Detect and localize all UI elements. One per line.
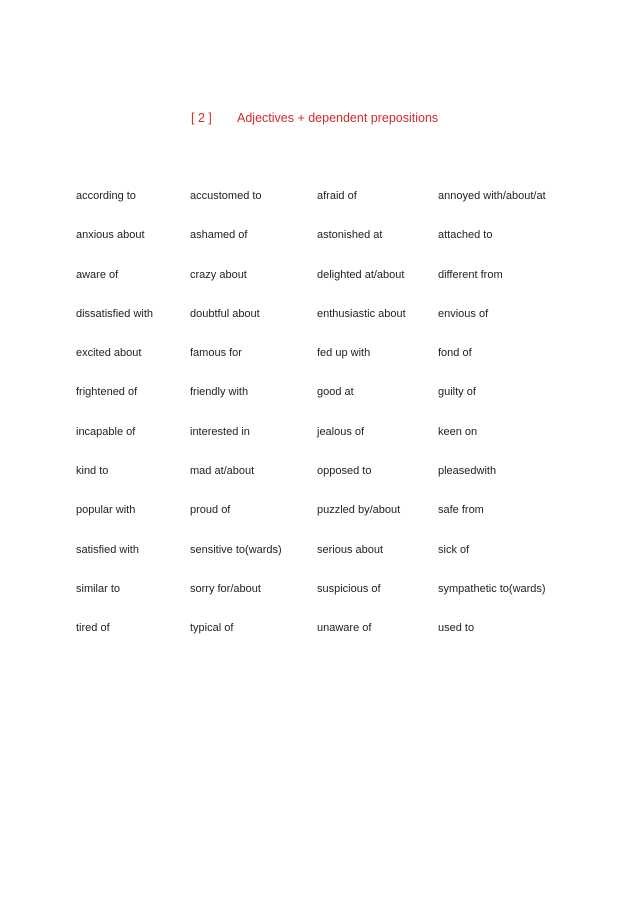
table-row (76, 425, 558, 464)
table-row (76, 228, 558, 267)
table-cell: good at (317, 386, 354, 399)
table-cell: jealous of (317, 425, 365, 438)
table-cell: popular with (76, 504, 136, 517)
table-cell: similar to (76, 582, 121, 595)
table-cell: frightened of (76, 386, 138, 399)
section-title: Adjectives + dependent prepositions (237, 111, 439, 125)
table-cell: excited about (76, 347, 142, 360)
table-cell: enthusiastic about (317, 307, 406, 320)
table-row (76, 385, 558, 424)
table-row (76, 464, 558, 503)
table-cell: tired of (76, 622, 110, 635)
table-cell: sympathetic to(wards) (438, 582, 546, 595)
table-cell: typical of (190, 622, 234, 635)
table-cell: suspicious of (317, 582, 381, 595)
table-cell: unaware of (317, 622, 372, 635)
table-cell: attached to (438, 229, 493, 242)
table-row (76, 543, 558, 582)
table-cell: anxious about (76, 229, 145, 242)
table-cell: puzzled by/about (317, 504, 401, 517)
table-cell: fed up with (317, 347, 371, 360)
table-cell: proud of (190, 504, 231, 517)
adjective-preposition-table (76, 189, 558, 661)
table-cell: according to (76, 190, 136, 202)
table-row (76, 503, 558, 542)
table-cell: friendly with (190, 386, 249, 399)
table-cell: famous for (190, 347, 242, 360)
table-cell: used to (438, 622, 475, 635)
table-cell: sick of (438, 543, 470, 556)
table-cell: delighted at/about (317, 268, 405, 281)
table-cell: opposed to (317, 465, 372, 478)
table-cell: mad at/about (190, 465, 255, 478)
table-cell: aware of (76, 268, 119, 281)
table-row (76, 307, 558, 346)
table-cell: fond of (438, 347, 472, 360)
table-cell: guilty of (438, 386, 476, 399)
table-cell: serious about (317, 543, 384, 556)
table-cell: kind to (76, 465, 109, 478)
table-cell: satisfied with (76, 543, 139, 556)
table-cell: sorry for/about (190, 582, 261, 595)
table-cell: ashamed of (190, 229, 248, 242)
table-cell: different from (438, 268, 503, 281)
table-row (76, 268, 558, 307)
table-cell: sensitive to(wards) (190, 543, 282, 556)
table-cell: afraid of (317, 190, 357, 202)
table-cell: safe from (438, 504, 484, 517)
table-cell: accustomed to (190, 190, 262, 202)
table-cell: envious of (438, 307, 489, 320)
table-cell: keen on (438, 425, 478, 438)
table-row (76, 582, 558, 621)
page-heading (191, 111, 438, 125)
table-row (76, 189, 558, 228)
table-cell: annoyed with/about/at (438, 190, 546, 202)
table-cell: incapable of (76, 425, 136, 438)
table-row (76, 346, 558, 385)
table-cell: pleasedwith (438, 465, 497, 478)
table-cell: astonished at (317, 229, 383, 242)
table-cell: crazy about (190, 268, 247, 281)
table-cell: interested in (190, 425, 250, 438)
section-number: [ 2 ] (191, 111, 212, 125)
table-cell: doubtful about (190, 307, 260, 320)
table-row (76, 621, 558, 660)
table-cell: dissatisfied with (76, 307, 154, 320)
